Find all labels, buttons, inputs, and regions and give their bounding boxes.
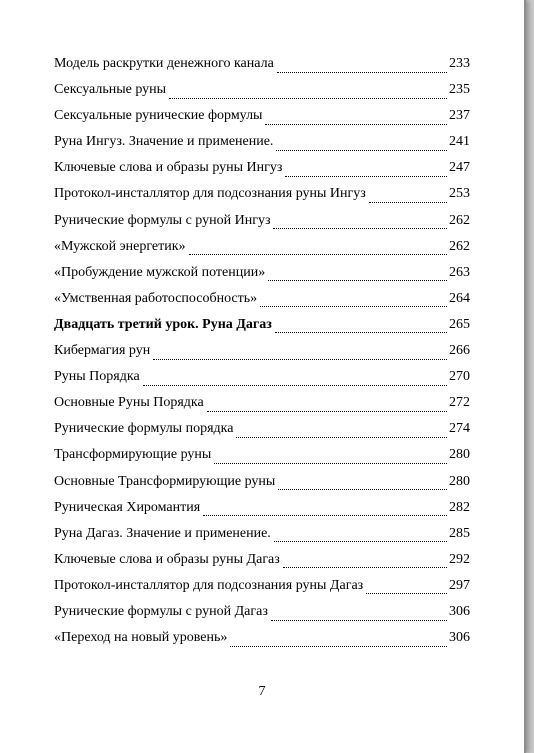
toc-entry-title: Сексуальные рунические формулы	[54, 108, 263, 124]
toc-dot-leader	[214, 451, 447, 464]
toc-entry	[54, 416, 470, 442]
toc-entry-page: 253	[449, 186, 470, 202]
toc-entry-title: Ключевые слова и образы руны Ингуз	[54, 160, 283, 176]
toc-entry-page: 262	[449, 212, 470, 228]
toc-entry-page: 280	[449, 447, 470, 463]
toc-dot-leader	[271, 608, 447, 621]
toc-entry	[54, 521, 470, 547]
toc-entry-page: 306	[449, 630, 470, 646]
toc-dot-leader	[273, 216, 447, 229]
toc-entry	[54, 312, 470, 338]
toc-entry-page: 292	[449, 551, 470, 567]
toc-dot-leader	[189, 242, 447, 255]
toc-dot-leader	[207, 399, 447, 412]
toc-entry-page: 233	[449, 56, 470, 71]
toc-entry-title: Руна Ингуз. Значение и применение.	[54, 134, 274, 150]
toc-entry	[54, 208, 470, 234]
toc-entry-title: Протокол-инсталлятор для подсознания руны Ингуз	[54, 186, 366, 202]
toc-entry-page: 270	[449, 369, 470, 385]
toc-dot-leader	[278, 477, 447, 490]
toc-entry	[54, 442, 470, 468]
toc-entry-page: 247	[449, 160, 470, 176]
toc-dot-leader	[369, 190, 447, 203]
toc-entry-page: 235	[449, 82, 470, 98]
toc-entry	[54, 364, 470, 390]
table-of-contents	[54, 51, 470, 651]
toc-dot-leader	[236, 425, 447, 438]
toc-entry-page: 262	[449, 238, 470, 254]
toc-entry	[54, 599, 470, 625]
toc-entry	[54, 103, 470, 129]
toc-entry-title: Основные Трансформирующие руны	[54, 473, 276, 489]
toc-entry-page: 272	[449, 395, 470, 411]
toc-dot-leader	[265, 112, 447, 125]
toc-entry-page: 280	[449, 473, 470, 489]
toc-entry	[54, 390, 470, 416]
toc-entry	[54, 625, 470, 651]
toc-entry-title: «Переход на новый уровень»	[54, 630, 228, 646]
toc-entry	[54, 338, 470, 364]
toc-entry	[54, 77, 470, 103]
toc-entry-page: 264	[449, 290, 470, 306]
toc-entry-page: 282	[449, 499, 470, 515]
toc-entry	[54, 469, 470, 495]
toc-entry-title: Двадцать третий урок. Руна Дагаз	[54, 316, 272, 332]
toc-entry-title: Рунические формулы порядка	[54, 421, 234, 437]
toc-entry-title: «Умственная работоспособность»	[54, 290, 258, 306]
toc-entry-title: Руна Дагаз. Значение и применение.	[54, 525, 271, 541]
toc-entry-title: Модель раскрутки денежного канала	[54, 56, 274, 71]
toc-entry-title: Ключевые слова и образы руны Дагаз	[54, 551, 280, 567]
toc-entry-title: Рунические формулы с руной Ингуз	[54, 212, 271, 228]
toc-entry	[54, 573, 470, 599]
toc-dot-leader	[276, 138, 447, 151]
toc-entry-title: Руническая Хиромантия	[54, 499, 201, 515]
toc-entry-page: 285	[449, 525, 470, 541]
toc-entry-title: «Пробуждение мужской потенции»	[54, 264, 266, 280]
toc-entry-title: Трансформирующие руны	[54, 447, 212, 463]
toc-entry-title: Основные Руны Порядка	[54, 395, 204, 411]
toc-entry	[54, 495, 470, 521]
toc-dot-leader	[274, 529, 447, 542]
toc-dot-leader	[153, 347, 447, 360]
toc-entry-title: «Мужской энергетик»	[54, 238, 186, 254]
toc-dot-leader	[275, 320, 447, 333]
toc-dot-leader	[169, 86, 447, 99]
toc-entry-title: Руны Порядка	[54, 369, 140, 385]
toc-entry-title: Протокол-инсталлятор для подсознания руны Дагаз	[54, 577, 364, 593]
toc-dot-leader	[283, 555, 447, 568]
toc-dot-leader	[143, 373, 447, 386]
toc-entry	[54, 234, 470, 260]
toc-entry-page: 297	[449, 577, 470, 593]
toc-dot-leader	[268, 268, 447, 281]
toc-entry	[54, 260, 470, 286]
toc-dot-leader	[285, 164, 447, 177]
toc-entry	[54, 547, 470, 573]
toc-dot-leader	[366, 581, 447, 594]
toc-dot-leader	[230, 634, 447, 647]
page-number: 7	[258, 684, 266, 699]
toc-entry-title: Кибермагия рун	[54, 343, 151, 359]
toc-dot-leader	[203, 503, 447, 516]
toc-entry-page: 237	[449, 108, 470, 124]
toc-dot-leader	[277, 60, 447, 73]
toc-entry-page: 306	[449, 603, 470, 619]
toc-entry	[54, 155, 470, 181]
toc-entry-title: Сексуальные руны	[54, 82, 167, 98]
toc-entry	[54, 129, 470, 155]
toc-entry-page: 265	[449, 316, 470, 332]
toc-entry-page: 274	[449, 421, 470, 437]
toc-entry	[54, 286, 470, 312]
toc-entry-page: 266	[449, 343, 470, 359]
toc-entry-title: Рунические формулы с руной Дагаз	[54, 603, 268, 619]
toc-entry-page: 241	[449, 134, 470, 150]
toc-entry	[54, 51, 470, 77]
toc-entry-page: 263	[449, 264, 470, 280]
toc-dot-leader	[260, 294, 447, 307]
toc-entry	[54, 181, 470, 207]
